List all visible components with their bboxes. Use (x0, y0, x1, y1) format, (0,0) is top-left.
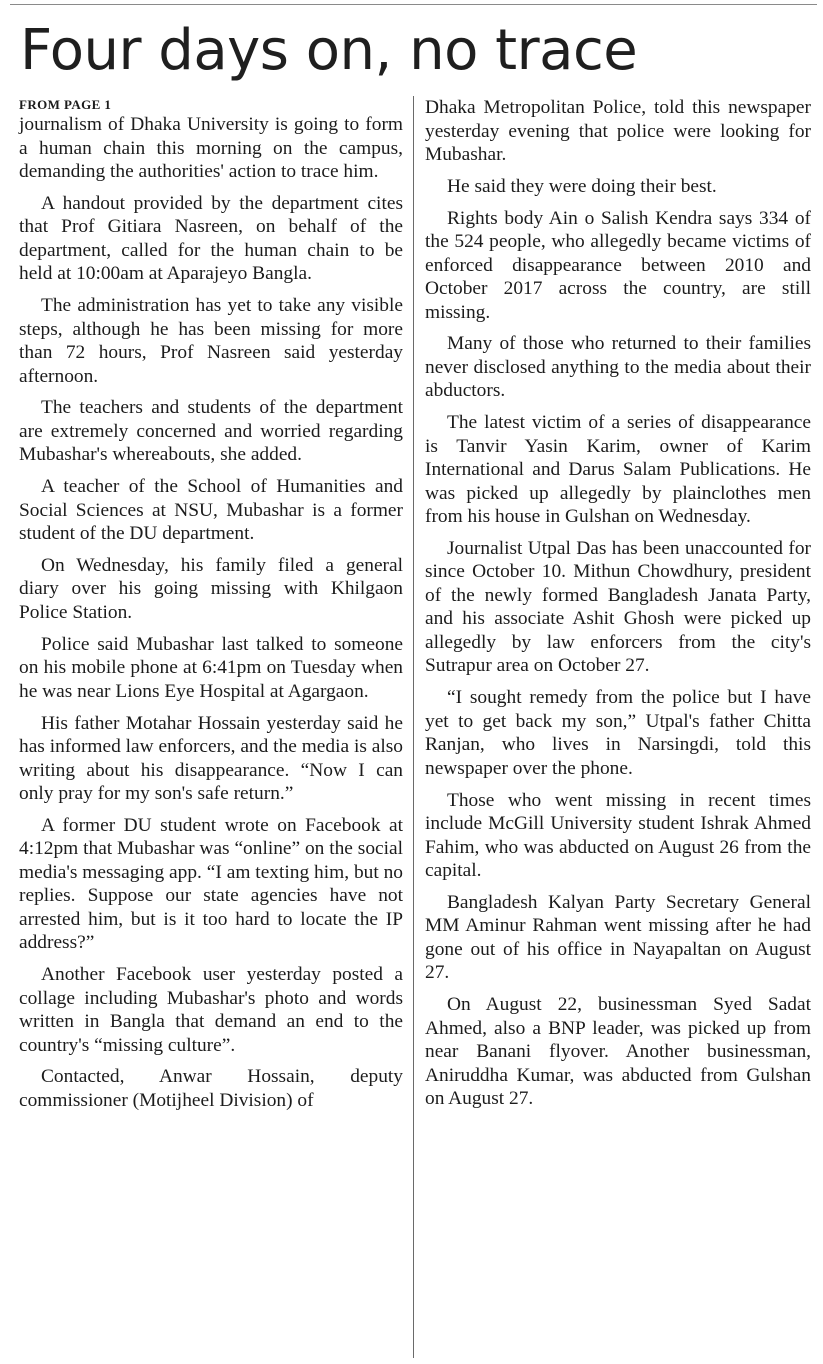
paragraph: Many of those who returned to their families never disclosed anything to the media about their abductors. (425, 333, 811, 402)
headline: Four days on, no trace (20, 18, 638, 83)
paragraph: Police said Mubashar last talked to someone on his mobile phone at 6:41pm on Tuesday when he was near Lions Eye Hospital at Agargaon. (19, 633, 403, 702)
paragraph: A teacher of the School of Humanities and Social Sciences at NSU, Mubashar is a former student of the DU department. (19, 476, 403, 545)
paragraph: On August 22, businessman Syed Sadat Ahmed, also a BNP leader, was picked up from near Banani flyover. Another businessman, Aniruddha Kumar, was abducted from Gulshan on August 27. (425, 994, 811, 1110)
paragraph: Journalist Utpal Das has been unaccounted for since October 10. Mithun Chowdhury, president of the newly formed Bangladesh Janata Party, and his associate Ashit Ghosh were picked up allegedly by law enforcers from the city's Sutrapur area on October 27. (425, 537, 811, 677)
paragraph: Bangladesh Kalyan Party Secretary General MM Aminur Rahman went missing after he had gone out of his office in Nayapaltan on August 27. (425, 891, 811, 984)
kicker: FROM PAGE 1 (19, 97, 112, 112)
top-rule (10, 4, 817, 5)
paragraph: The teachers and students of the department are extremely concerned and worried regarding Mubashar's whereabouts, she added. (19, 397, 403, 466)
paragraph: His father Motahar Hossain yesterday said he has informed law enforcers, and the media is also writing about his disappearance. “Now I can only pray for my son's safe return.” (19, 712, 403, 805)
paragraph: “I sought remedy from the police but I have yet to get back my son,” Utpal's father Chitta Ranjan, who lives in Narsingdi, told this newspaper over the phone. (425, 687, 811, 779)
paragraph: Those who went missing in recent times include McGill University student Ishrak Ahmed Fahim, who was abducted on August 26 from the capital. (425, 789, 811, 882)
paragraph: On Wednesday, his family filed a general diary over his going missing with Khilgaon Police Station. (19, 554, 403, 623)
paragraph: He said they were doing their best. (447, 175, 717, 197)
paragraph: A former DU student wrote on Facebook at 4:12pm that Mubashar was “online” on the social media's messaging app. “I am texting him, but no replies. Suppose our state agencies have not arrested him, but is it too hard to locate the IP address?” (19, 814, 403, 954)
paragraph: Rights body Ain o Salish Kendra says 334 of the 524 people, who allegedly became victims of enforced disappearance between 2010 and October 2017 across the country, are still missing. (425, 207, 811, 323)
paragraph: The latest victim of a series of disappearance is Tanvir Yasin Karim, owner of Karim International and Darus Salam Publications. He was picked up allegedly by plainclothes men from his house in Gulshan on Wednesday. (425, 412, 811, 528)
right-column (425, 96, 811, 1119)
paragraph: A handout provided by the department cites that Prof Gitiara Nasreen, on behalf of the department, called for the human chain to be held at 10:00am at Aparajeyo Bangla. (19, 192, 403, 285)
column-divider (413, 96, 414, 1358)
paragraph: Dhaka Metropolitan Police, told this newspaper yesterday evening that police were looking for Mubashar. (425, 97, 811, 165)
paragraph: The administration has yet to take any visible steps, although he has been missing for more than 72 hours, Prof Nasreen said yesterday afternoon. (19, 295, 403, 387)
paragraph: Another Facebook user yesterday posted a collage including Mubashar's photo and words written in Bangla that demand an end to the country's “missing culture”. (19, 964, 403, 1056)
paragraph: Contacted, Anwar Hossain, deputy commissioner (Motijheel Division) of (19, 1066, 403, 1111)
left-column (19, 96, 403, 1121)
paragraph: journalism of Dhaka University is going to form a human chain this morning on the campus, demanding the authorities' action to trace him. (19, 114, 403, 182)
